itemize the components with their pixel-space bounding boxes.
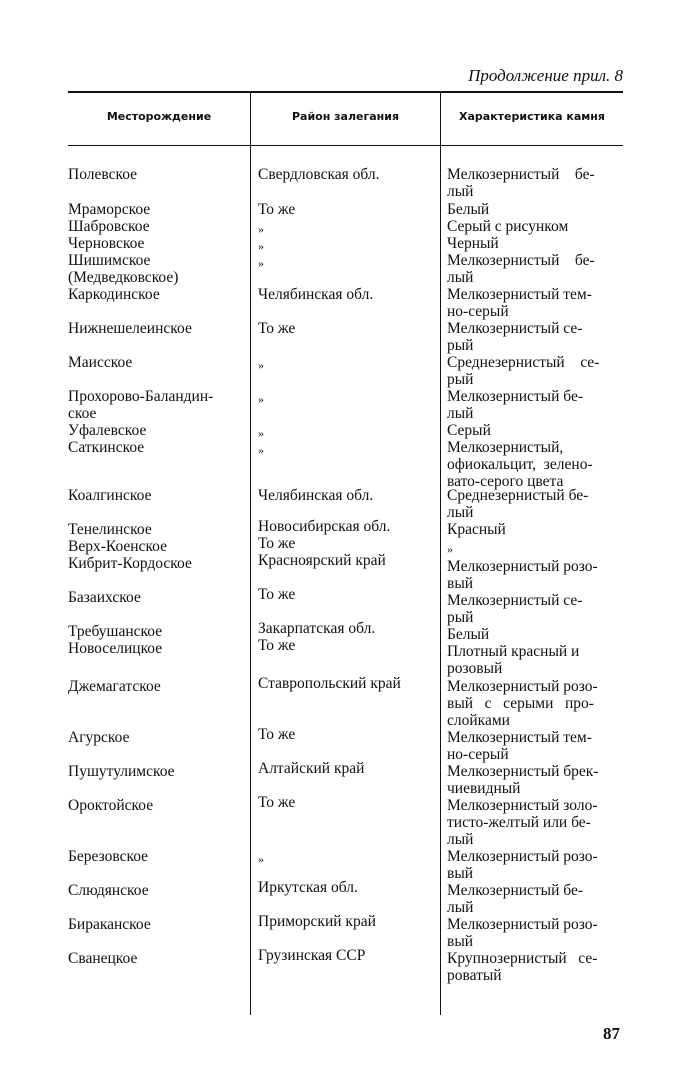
cell-deposit: Каркодинское <box>68 286 160 303</box>
cell-region: То же <box>258 794 296 811</box>
cell-deposit: Березовское <box>68 848 149 865</box>
cell-deposit: Новоселицкое <box>68 640 163 657</box>
header-note: Продолжение прил. 8 <box>468 66 623 85</box>
cell-deposit: Сванецкое <box>68 950 138 967</box>
cell-deposit: Ороктойское <box>68 797 154 814</box>
column-divider-2 <box>440 93 441 1015</box>
cell-deposit: Прохорово-Баландин- ское <box>68 388 214 422</box>
cell-region: Иркутская обл. <box>258 879 358 896</box>
header-bottom-rule <box>68 145 623 146</box>
cell-deposit: Слюдянское <box>68 882 149 899</box>
cell-deposit: Пушутулимское <box>68 763 175 780</box>
cell-region: Новосибирская обл. <box>258 518 391 535</box>
cell-characteristic: Мелкозернистый се- рый <box>447 320 583 354</box>
cell-characteristic: Красный <box>447 521 506 538</box>
cell-region: Свердловская обл. <box>258 166 380 183</box>
cell-deposit: Тенелинское <box>68 521 152 538</box>
cell-characteristic: Мелкозернистый бе- лый <box>447 882 583 916</box>
cell-region: Закарпатская обл. <box>258 620 376 637</box>
cell-deposit: Кибрит-Кордоское <box>68 555 192 572</box>
column-header-region: Район залегания <box>291 110 400 123</box>
cell-characteristic: » <box>447 542 453 556</box>
cell-characteristic: Мелкозернистый розо- вый <box>447 558 598 592</box>
cell-characteristic: Мелкозернистый се- рый <box>447 592 583 626</box>
column-divider-1 <box>250 93 251 1015</box>
cell-characteristic: Мелкозернистый тем- но-серый <box>447 729 592 763</box>
cell-region: То же <box>258 201 296 218</box>
cell-deposit: Джемагатское <box>68 678 161 695</box>
cell-deposit: Уфалевское <box>68 422 147 439</box>
cell-deposit: Базаихское <box>68 589 141 606</box>
column-header-deposit: Месторождение <box>106 110 212 123</box>
cell-region: » <box>258 256 264 270</box>
cell-deposit: Верх-Коенское <box>68 538 168 555</box>
cell-characteristic: Среднезернистый бе- лый <box>447 487 589 521</box>
cell-region: » <box>258 358 264 372</box>
cell-region: То же <box>258 637 296 654</box>
cell-characteristic: Мелкозернистый бе- лый <box>447 388 583 422</box>
cell-region: » <box>258 426 264 440</box>
cell-characteristic: Мелкозернистый, офиокальцит, зелено- вато-серого цвета <box>447 439 593 490</box>
column-header-characteristic: Характеристика камня <box>459 110 605 123</box>
cell-deposit: Нижнешелеинское <box>68 320 192 337</box>
top-rule <box>68 91 623 93</box>
cell-deposit: Шишимское (Медведковское) <box>68 252 179 286</box>
cell-characteristic: Плотный красный и розовый <box>447 643 580 677</box>
cell-region: То же <box>258 726 296 743</box>
page-number: 87 <box>603 1024 620 1043</box>
cell-deposit: Полевское <box>68 166 138 183</box>
cell-deposit: Саткинское <box>68 439 145 456</box>
cell-characteristic: Мелкозернистый бе- лый <box>447 166 595 200</box>
cell-deposit: Бираканское <box>68 916 151 933</box>
cell-region: » <box>258 222 264 236</box>
cell-deposit: Коалгинское <box>68 487 152 504</box>
cell-region: Красноярский край <box>258 552 386 569</box>
cell-characteristic: Мелкозернистый розо- вый <box>447 916 598 950</box>
cell-characteristic: Среднезернистый се- рый <box>447 354 600 388</box>
cell-characteristic: Серый с рисунком <box>447 218 569 235</box>
cell-region: То же <box>258 320 296 337</box>
cell-region: » <box>258 392 264 406</box>
cell-region: Челябинская обл. <box>258 286 374 303</box>
cell-deposit: Агурское <box>68 729 130 746</box>
cell-region: То же <box>258 535 296 552</box>
cell-deposit: Маисское <box>68 354 133 371</box>
cell-characteristic: Мелкозернистый бе- лый <box>447 252 595 286</box>
cell-characteristic: Белый <box>447 201 490 218</box>
cell-characteristic: Серый <box>447 422 491 439</box>
cell-characteristic: Мелкозернистый розо- вый <box>447 848 598 882</box>
cell-region: Грузинская ССР <box>258 947 366 964</box>
cell-deposit: Черновское <box>68 235 145 252</box>
cell-region: Челябинская обл. <box>258 487 374 504</box>
cell-region: То же <box>258 586 296 603</box>
cell-characteristic: Мелкозернистый тем- но-серый <box>447 286 592 320</box>
cell-deposit: Шабровское <box>68 218 150 235</box>
cell-deposit: Требушанское <box>68 623 163 640</box>
cell-region: » <box>258 852 264 866</box>
cell-characteristic: Мелкозернистый розо- вый с серыми про- слойками <box>447 678 598 729</box>
cell-deposit: Мраморское <box>68 201 151 218</box>
cell-region: Ставропольский край <box>258 675 401 692</box>
cell-characteristic: Белый <box>447 626 490 643</box>
cell-region: » <box>258 239 264 253</box>
cell-characteristic: Мелкозернистый брек- чиевидный <box>447 763 599 797</box>
cell-characteristic: Крупнозернистый се- роватый <box>447 950 598 984</box>
cell-region: Приморский край <box>258 913 376 930</box>
cell-region: Алтайский край <box>258 760 365 777</box>
cell-characteristic: Черный <box>447 235 499 252</box>
cell-region: » <box>258 443 264 457</box>
cell-characteristic: Мелкозернистый золо- тисто-желтый или бе- лый <box>447 797 598 848</box>
